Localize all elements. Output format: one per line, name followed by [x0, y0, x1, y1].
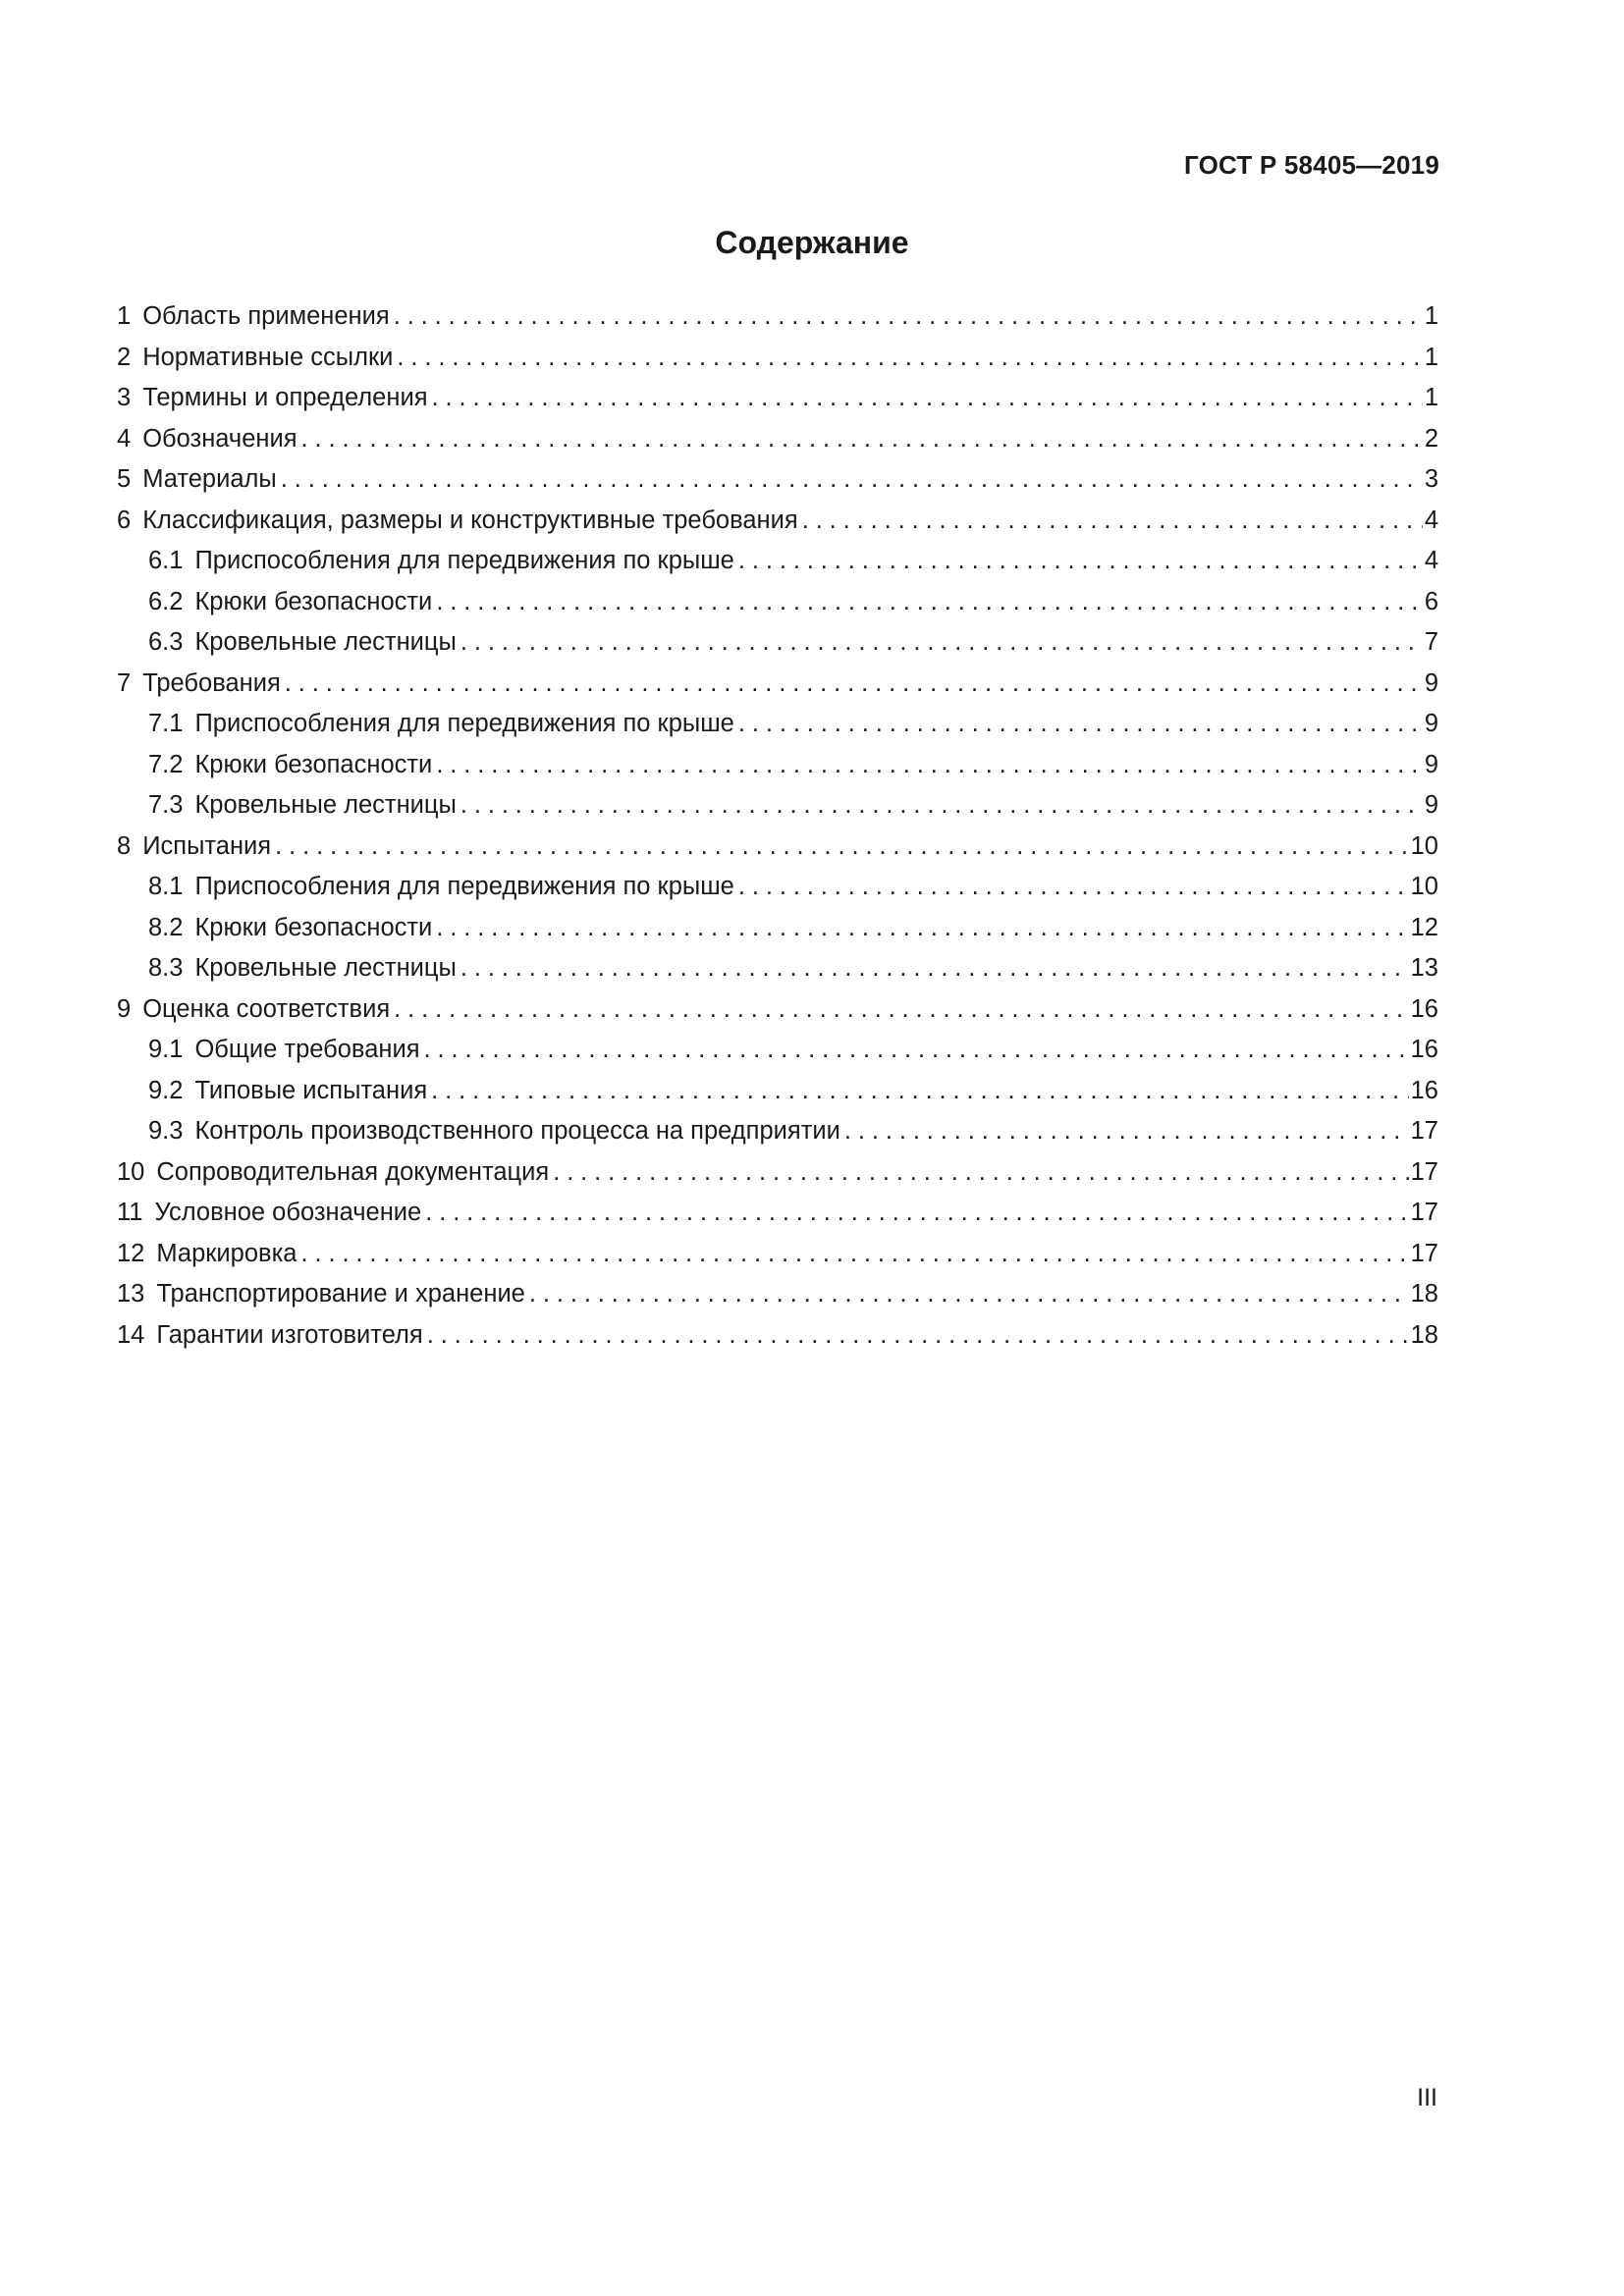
toc-dot-leader [553, 1152, 1408, 1194]
toc-dot-leader [738, 704, 1423, 745]
toc-entry[interactable] [117, 338, 1438, 379]
toc-entry-page: 17 [1410, 1199, 1438, 1226]
toc-entry-page: 12 [1410, 913, 1438, 941]
toc-dot-leader [460, 948, 1409, 989]
toc-entry-number: 10 [117, 1157, 145, 1186]
toc-entry-number: 12 [117, 1239, 145, 1267]
toc-title: Содержание [715, 225, 909, 260]
toc-entry-label: Нормативные ссылки [142, 343, 394, 371]
toc-entry[interactable] [117, 745, 1438, 786]
toc-entry-number: 8.1 [148, 873, 184, 900]
toc-dot-leader [436, 908, 1408, 949]
toc-entry-page: 4 [1424, 506, 1438, 534]
toc-dot-leader [738, 541, 1423, 582]
toc-dot-leader [425, 1193, 1408, 1234]
toc-entry-number: 3 [117, 384, 132, 411]
toc-dot-leader [424, 1030, 1409, 1071]
toc-entry-label: Приспособления для передвижения по крыше [194, 873, 734, 900]
toc-entry-page: 1 [1424, 384, 1438, 411]
toc-entry-page: 9 [1424, 750, 1438, 778]
toc-entry-page: 7 [1424, 628, 1438, 656]
toc-dot-leader [301, 419, 1423, 460]
toc-entry[interactable] [117, 1234, 1438, 1275]
toc-entry-page: 1 [1424, 343, 1438, 371]
toc-entry-number: 4 [117, 424, 132, 453]
toc-entry-number: 6.1 [148, 547, 184, 574]
table-of-contents [117, 296, 1438, 1356]
toc-dot-leader [394, 989, 1409, 1031]
toc-dot-leader [397, 338, 1422, 379]
toc-entry[interactable] [117, 582, 1438, 623]
toc-dot-leader [427, 1315, 1409, 1357]
toc-entry[interactable] [117, 1152, 1438, 1194]
toc-dot-leader [738, 867, 1409, 908]
toc-entry-number: 14 [117, 1320, 145, 1349]
toc-dot-leader [802, 501, 1423, 542]
toc-entry-number: 7.2 [148, 750, 184, 778]
toc-dot-leader [281, 459, 1423, 501]
toc-entry-label: Обозначения [142, 424, 298, 453]
toc-dot-leader [394, 296, 1423, 338]
toc-entry-number: 1 [117, 302, 132, 330]
toc-entry-label: Транспортирование и хранение [156, 1280, 525, 1308]
toc-entry-label: Крюки безопасности [194, 587, 433, 615]
toc-entry-label: Крюки безопасности [194, 750, 433, 778]
toc-entry-number: 6.2 [148, 587, 184, 615]
toc-entry-page: 16 [1410, 1036, 1438, 1063]
toc-dot-leader [432, 378, 1423, 419]
toc-dot-leader [460, 785, 1423, 827]
toc-entry-page: 16 [1410, 1076, 1438, 1104]
toc-entry-number: 9.2 [148, 1076, 184, 1104]
toc-dot-leader [275, 827, 1409, 868]
toc-entry[interactable] [117, 1030, 1438, 1071]
toc-entry[interactable] [117, 908, 1438, 949]
toc-dot-leader [285, 664, 1423, 705]
toc-entry-label: Маркировка [156, 1239, 298, 1267]
toc-entry-label: Кровельные лестницы [194, 954, 457, 982]
toc-entry-label: Требования [142, 668, 281, 697]
toc-entry-number: 7.3 [148, 791, 184, 819]
toc-entry[interactable] [117, 1315, 1438, 1357]
toc-entry-label: Область применения [142, 302, 390, 330]
toc-entry-number: 6 [117, 506, 132, 534]
toc-dot-leader [460, 622, 1423, 664]
toc-entry-number: 7.1 [148, 710, 184, 737]
toc-entry[interactable] [117, 419, 1438, 460]
toc-entry-label: Материалы [142, 465, 277, 493]
toc-entry-label: Кровельные лестницы [194, 628, 457, 656]
toc-entry[interactable] [117, 704, 1438, 745]
toc-entry-label: Оценка соответствия [142, 994, 391, 1023]
toc-entry[interactable] [117, 785, 1438, 827]
toc-entry-label: Испытания [142, 831, 272, 860]
toc-entry[interactable] [117, 1111, 1438, 1152]
toc-entry-page: 9 [1424, 668, 1438, 697]
toc-entry[interactable] [117, 827, 1438, 868]
page-number: III [1417, 2084, 1437, 2111]
toc-dot-leader [529, 1274, 1409, 1315]
toc-dot-leader [431, 1071, 1409, 1112]
toc-entry-page: 13 [1410, 954, 1438, 982]
toc-entry-page: 10 [1410, 873, 1438, 900]
toc-entry-label: Контроль производственного процесса на предприятии [194, 1117, 840, 1145]
toc-entry-label: Гарантии изготовителя [156, 1320, 423, 1349]
toc-entry[interactable] [117, 501, 1438, 542]
toc-entry-page: 2 [1424, 424, 1438, 453]
toc-dot-leader [300, 1234, 1408, 1275]
toc-entry-number: 8.2 [148, 913, 184, 941]
toc-entry-number: 9 [117, 994, 132, 1023]
toc-entry-number: 8.3 [148, 954, 184, 982]
toc-entry-label: Крюки безопасности [194, 913, 433, 941]
toc-entry-label: Классификация, размеры и конструктивные требования [142, 506, 798, 534]
toc-entry-page: 9 [1424, 791, 1438, 819]
toc-dot-leader [436, 745, 1423, 786]
toc-entry-page: 9 [1424, 710, 1438, 737]
toc-entry[interactable] [117, 1071, 1438, 1112]
toc-entry-page: 17 [1410, 1239, 1438, 1267]
toc-entry[interactable] [117, 664, 1438, 705]
toc-entry-page: 1 [1424, 302, 1438, 330]
toc-entry-page: 3 [1424, 465, 1438, 493]
toc-entry-label: Условное обозначение [154, 1199, 422, 1226]
toc-entry-label: Кровельные лестницы [194, 791, 457, 819]
document-code: ГОСТ Р 58405—2019 [1184, 150, 1439, 180]
toc-entry-page: 10 [1410, 831, 1438, 860]
toc-dot-leader [436, 582, 1423, 623]
toc-entry[interactable] [117, 541, 1438, 582]
toc-dot-leader [844, 1111, 1409, 1152]
toc-entry-page: 6 [1424, 587, 1438, 615]
toc-entry-number: 11 [117, 1199, 143, 1226]
toc-entry[interactable] [117, 948, 1438, 989]
toc-entry-page: 4 [1424, 547, 1438, 574]
toc-entry-number: 9.3 [148, 1117, 184, 1145]
toc-entry-number: 2 [117, 343, 132, 371]
toc-entry-number: 5 [117, 465, 132, 493]
toc-entry[interactable] [117, 459, 1438, 501]
toc-entry-page: 17 [1410, 1157, 1438, 1186]
toc-entry[interactable] [117, 296, 1438, 338]
toc-entry-page: 17 [1410, 1117, 1438, 1145]
toc-entry[interactable] [117, 1274, 1438, 1315]
toc-entry[interactable] [117, 1193, 1438, 1234]
toc-entry[interactable] [117, 622, 1438, 664]
toc-entry-label: Сопроводительная документация [156, 1157, 550, 1186]
toc-entry-number: 13 [117, 1280, 145, 1308]
toc-entry-label: Приспособления для передвижения по крыше [194, 547, 734, 574]
toc-entry-number: 8 [117, 831, 132, 860]
toc-entry-page: 16 [1410, 994, 1438, 1023]
toc-entry-number: 7 [117, 668, 132, 697]
toc-entry-page: 18 [1410, 1320, 1438, 1349]
toc-entry-number: 6.3 [148, 628, 184, 656]
toc-entry-label: Термины и определения [142, 384, 428, 411]
toc-entry[interactable] [117, 378, 1438, 419]
toc-entry[interactable] [117, 989, 1438, 1031]
toc-entry-label: Общие требования [194, 1036, 420, 1063]
toc-entry-label: Типовые испытания [194, 1076, 428, 1104]
toc-entry-page: 18 [1410, 1280, 1438, 1308]
toc-entry-label: Приспособления для передвижения по крыше [194, 710, 734, 737]
toc-entry[interactable] [117, 867, 1438, 908]
toc-entry-number: 9.1 [148, 1036, 184, 1063]
